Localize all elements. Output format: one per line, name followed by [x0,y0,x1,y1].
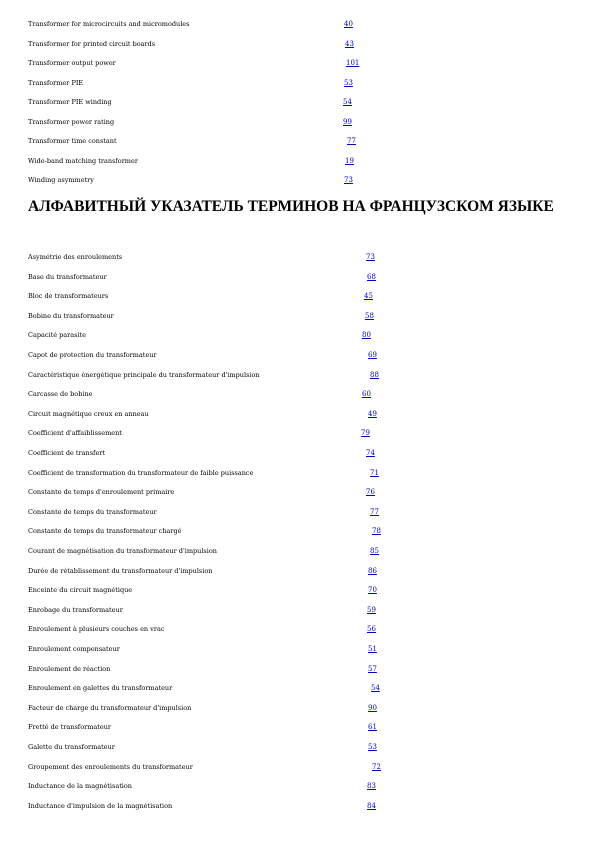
index-term: Constante de temps du transformateur [28,507,157,516]
index-entry [28,447,575,459]
page-number-link[interactable]: 80 [362,331,371,340]
index-term: Transformer PIE winding [28,98,112,107]
index-term: Wide-band matching transformer [28,156,138,165]
index-entry [28,155,575,167]
index-entry [28,38,575,50]
index-term: Carcasse de bobine [28,390,93,399]
index-term: Facteur de charge du transformateur d'impulsion [28,703,192,712]
page-number-link[interactable]: 73 [366,253,375,261]
page-number-link[interactable]: 74 [366,449,375,457]
index-entry [28,329,575,341]
index-entry [28,467,575,479]
page-number-link[interactable]: 83 [367,782,376,791]
index-entry [28,604,575,616]
index-term: Groupement des enroulements du transformateur [28,762,193,771]
index-term: Courant de magnétisation du transformateur d'impulsion [28,547,217,555]
page-number-link[interactable]: 76 [366,488,375,497]
index-entry [28,271,575,283]
index-term: Transformer for microcircuits and micromodules [28,20,190,28]
index-entry [28,290,575,302]
index-entry [28,721,575,733]
index-entry [28,506,575,518]
page-number-link[interactable]: 101 [346,59,360,68]
index-entry [28,682,575,694]
index-term: Inductance d'impulsion de la magnétisation [28,801,173,810]
index-entry [28,174,575,186]
page-number-link[interactable]: 68 [367,272,376,281]
index-term: Enroulement de réaction [28,664,111,673]
page-number-link[interactable]: 71 [370,468,379,477]
page-number-link[interactable]: 84 [367,801,376,810]
index-entry [28,800,575,812]
index-entry [28,643,575,655]
index-term: Enroulement à plusieurs couches en vrac [28,625,165,634]
index-entry [28,741,575,753]
page-number-link[interactable]: 40 [344,20,353,28]
index-term: Bloc de transformateurs [28,292,109,301]
page-number-link[interactable]: 90 [368,703,377,712]
index-entry [28,663,575,675]
index-term: Enceinte du circuit magnétique [28,586,133,595]
index-entry [28,310,575,322]
index-term: Transformer output power [28,59,116,68]
page-number-link[interactable]: 77 [370,507,379,516]
index-term: Coefficient d'affaiblissement [28,429,122,438]
index-entry [28,116,575,128]
page-number-link[interactable]: 60 [362,390,371,399]
index-term: Transformer power rating [28,117,115,126]
page-number-link[interactable]: 69 [368,351,377,359]
index-entry [28,18,575,30]
index-term: Constante de temps du transformateur chargé [28,527,182,536]
page-number-link[interactable]: 73 [344,176,353,185]
index-entry [28,623,575,635]
index-term: Enrobage du transformateur [28,605,123,614]
index-term: Coefficient de transfert [28,449,106,457]
index-term: Transformer time constant [28,137,117,146]
page-number-link[interactable]: 70 [368,586,377,595]
index-entry [28,57,575,69]
index-term: Capacité parasite [28,331,87,340]
page-number-link[interactable]: 79 [361,429,370,438]
index-term: Enroulement en galettes du transformateur [28,684,173,693]
index-entry [28,427,575,439]
page-number-link[interactable]: 58 [365,311,374,320]
index-entry [28,780,575,792]
index-term: Coefficient de transformation du transformateur de faible puissance [28,468,254,477]
index-entry [28,349,575,361]
index-term: Bobine du transformateur [28,311,114,320]
index-entry [28,77,575,89]
index-term: Caractéristique énergétique principale du transformateur d'impulsion [28,370,260,379]
index-term: Constante de temps d'enroulement primaire [28,488,175,497]
page-number-link[interactable]: 53 [344,78,353,87]
index-entry [28,251,575,263]
index-entry [28,388,575,400]
index-term: Capot de protection du transformateur [28,351,157,359]
index-entry [28,96,575,108]
index-entry [28,584,575,596]
index-term: Circuit magnétique creux en anneau [28,409,149,418]
index-entry [28,702,575,714]
page-number-link[interactable]: 54 [371,684,380,693]
index-entry [28,761,575,773]
index-entry [28,369,575,381]
page-number-link[interactable]: 78 [372,527,381,536]
index-term: Fretté de transformateur [28,723,112,732]
index-term: Asymétrie des enroulements [28,253,123,261]
index-entry [28,525,575,537]
page-number-link[interactable]: 56 [367,625,376,634]
index-term: Durée de rétablissement du transformateur d'impulsion [28,566,213,575]
index-entry [28,565,575,577]
page-number-link[interactable]: 59 [367,605,376,614]
page-number-link[interactable]: 53 [368,743,377,751]
page-number-link[interactable]: 19 [345,156,354,165]
page-number-link[interactable]: 72 [372,762,381,771]
index-term: Transformer for printed circuit boards [28,39,156,48]
page-number-link[interactable]: 43 [345,39,354,48]
page-number-link[interactable]: 85 [370,547,379,555]
page-number-link[interactable]: 88 [370,370,379,379]
page-number-link[interactable]: 54 [343,98,352,107]
page-number-link[interactable]: 45 [364,292,373,301]
page-number-link[interactable]: 77 [347,137,356,146]
page-number-link[interactable]: 61 [368,723,377,732]
index-entry [28,408,575,420]
index-term: Enroulement compensateur [28,645,120,653]
page-number-link[interactable]: 99 [343,117,352,126]
french-index-heading: АЛФАВИТНЫЙ УКАЗАТЕЛЬ ТЕРМИНОВ НА ФРАНЦУЗСКОМ ЯЗЫКЕ [28,198,554,215]
index-term: Transformer PIE [28,78,84,87]
index-term: Inductance de la magnétisation [28,782,132,791]
index-term: Winding asymmetry [28,176,94,185]
index-entry [28,135,575,147]
index-entry [28,486,575,498]
index-entry [28,545,575,557]
index-term: Galette du transformateur [28,743,115,751]
page-number-link[interactable]: 51 [368,645,377,653]
index-term: Base du transformateur [28,272,107,281]
page-number-link[interactable]: 49 [368,409,377,418]
page-number-link[interactable]: 57 [368,664,377,673]
page-number-link[interactable]: 86 [368,566,377,575]
